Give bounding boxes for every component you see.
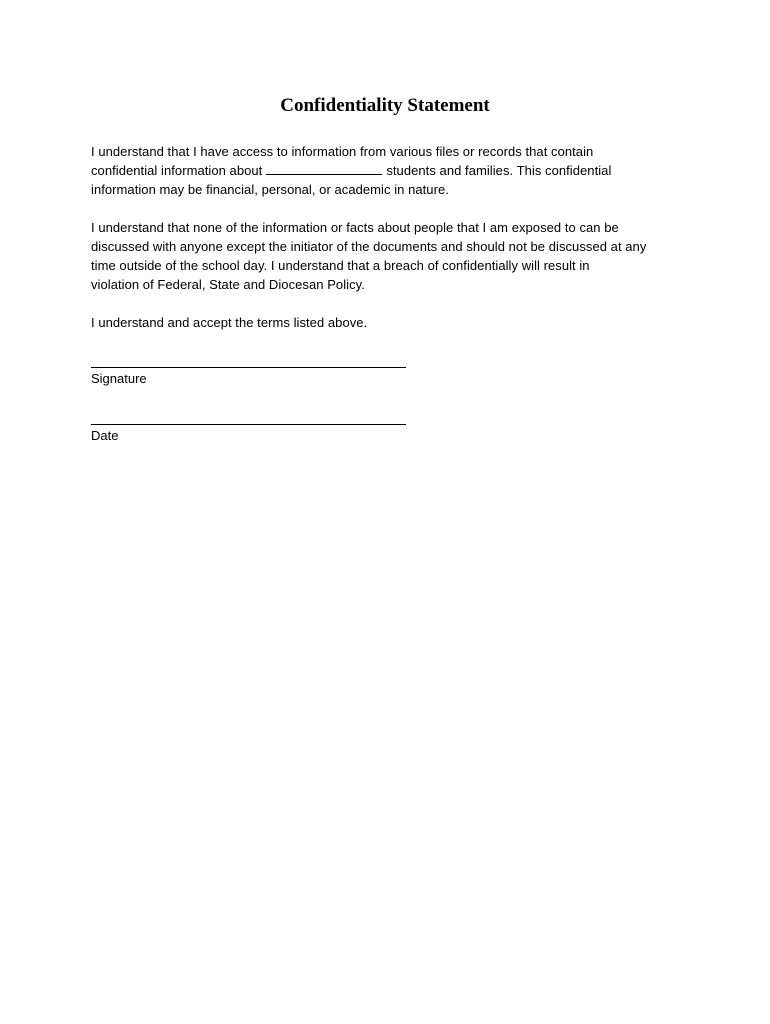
document-title: Confidentiality Statement: [280, 95, 490, 116]
paragraph-acceptance: I understand and accept the terms listed above.: [91, 315, 368, 330]
paragraph-line: I understand that none of the information or facts about people that I am exposed to can be: [91, 220, 619, 235]
signature-line[interactable]: [91, 367, 406, 368]
paragraph-line: I understand that I have access to information from various files or records that contain: [91, 144, 594, 159]
signature-label: Signature: [91, 371, 147, 386]
paragraph-line: information may be financial, personal, or academic in nature.: [91, 182, 449, 197]
school-name-blank[interactable]: [266, 162, 382, 175]
paragraph-text: confidential information about: [91, 163, 263, 178]
paragraph-access: [91, 142, 701, 199]
paragraph-line: time outside of the school day. I understand that a breach of confidentially will result in: [91, 258, 590, 273]
paragraph-line: discussed with anyone except the initiator of the documents and should not be discussed at any: [91, 239, 647, 254]
paragraph-line-with-blank: [91, 161, 701, 180]
paragraph-disclosure: [91, 218, 701, 294]
paragraph-line: violation of Federal, State and Diocesan Policy.: [91, 277, 365, 292]
date-label: Date: [91, 428, 119, 443]
paragraph-text: students and families. This confidential: [386, 163, 612, 178]
date-line[interactable]: [91, 424, 406, 425]
